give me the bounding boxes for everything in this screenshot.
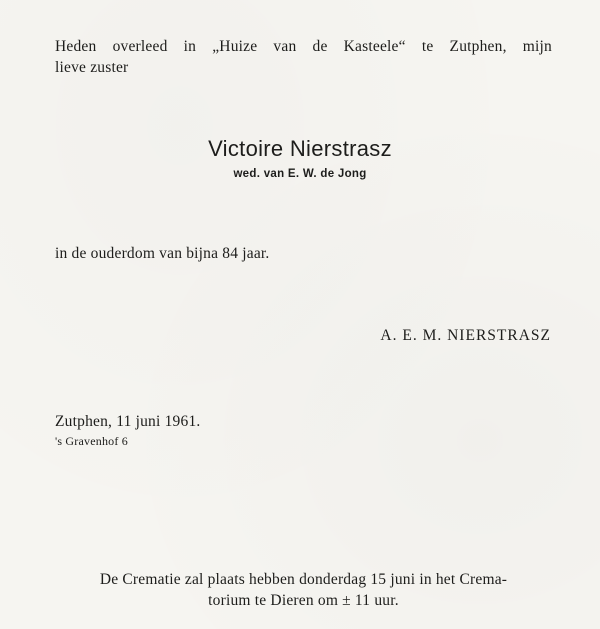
place-and-date: Zutphen, 11 juni 1961. [55, 413, 201, 430]
age-statement: in de ouderdom van bijna 84 jaar. [55, 245, 270, 262]
intro-line-2: lieve zuster [55, 59, 129, 76]
cremation-line-2: torium te Dieren om ± 11 uur. [208, 592, 399, 609]
address: 's Gravenhof 6 [55, 434, 128, 448]
cremation-notice [55, 569, 552, 611]
signature: A. E. M. NIERSTRASZ [380, 327, 551, 344]
intro-paragraph [55, 36, 552, 78]
deceased-subtitle: wed. van E. W. de Jong [233, 168, 367, 180]
cremation-line-1: De Crematie zal plaats hebben donderdag 15 juni in het Crema- [99, 571, 508, 588]
intro-line-1: Heden overleed in „Huize van de Kasteele“ te Zutphen, mijn [55, 38, 552, 55]
deceased-name: Victoire Nierstrasz [208, 136, 392, 161]
